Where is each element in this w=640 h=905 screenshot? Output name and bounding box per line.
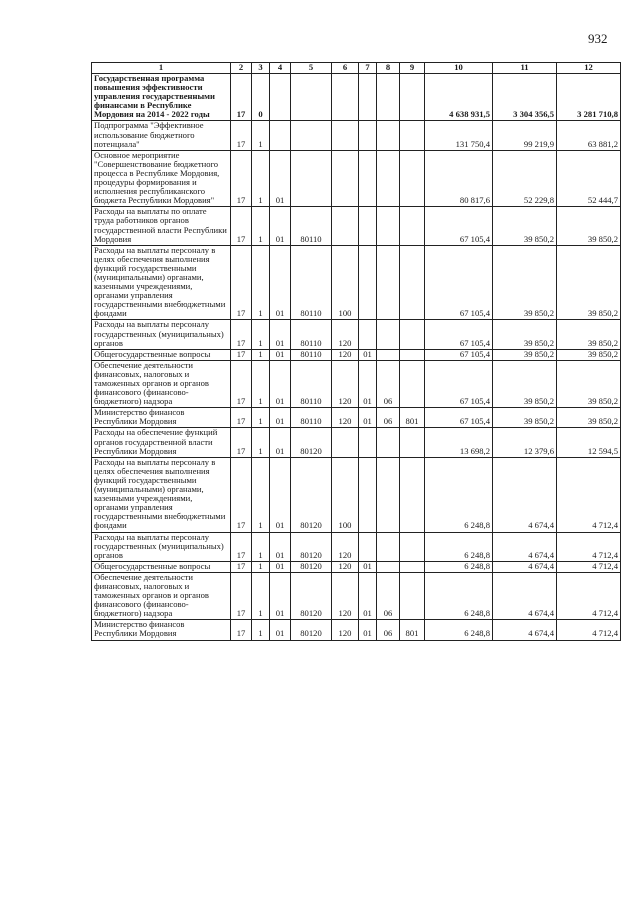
amount-col-10: 6 248,8 [425,620,493,640]
row-name: Министерство финансов Республики Мордовия [92,408,231,428]
amount-col-11: 39 850,2 [493,245,557,320]
code-activity: 01 [270,561,291,572]
code-department: 801 [400,620,425,640]
code-expense-type: 120 [332,360,359,407]
code-subsection [377,320,400,349]
code-subsection [377,532,400,561]
column-header: 6 [332,63,359,74]
row-name: Расходы на выплаты персоналу в целях обеспечения выполнения функций государственными (муниципальными) органами, казенными учреждениями, органами управления государственными внебюджетными фондами [92,457,231,532]
code-activity: 01 [270,532,291,561]
code-section [359,207,377,245]
code-direction [291,74,332,121]
code-ministry: 17 [231,408,252,428]
amount-col-12: 39 850,2 [557,360,621,407]
column-header: 9 [400,63,425,74]
amount-col-12: 52 444,7 [557,150,621,207]
code-subsection [377,74,400,121]
table-body [92,74,621,641]
code-activity: 01 [270,320,291,349]
amount-col-12: 12 594,5 [557,428,621,457]
code-direction: 80120 [291,532,332,561]
row-name: Подпрограмма "Эффективное использование бюджетного потенциала" [92,121,231,150]
amount-col-11: 99 219,9 [493,121,557,150]
table-row [92,572,621,619]
code-department [400,360,425,407]
amount-col-12: 63 881,2 [557,121,621,150]
table-row [92,349,621,360]
column-header: 4 [270,63,291,74]
amount-col-12: 4 712,4 [557,572,621,619]
column-header: 11 [493,63,557,74]
amount-col-10: 131 750,4 [425,121,493,150]
code-program: 1 [252,457,270,532]
code-department [400,74,425,121]
row-name: Обеспечение деятельности финансовых, налоговых и таможенных органов и органов финансового (финансово-бюджетного) надзора [92,572,231,619]
code-program: 1 [252,428,270,457]
code-section [359,457,377,532]
amount-col-11: 39 850,2 [493,349,557,360]
code-activity: 01 [270,349,291,360]
amount-col-12: 39 850,2 [557,320,621,349]
code-section: 01 [359,561,377,572]
row-name: Общегосударственные вопросы [92,349,231,360]
code-expense-type: 120 [332,561,359,572]
amount-col-11: 39 850,2 [493,360,557,407]
code-ministry: 17 [231,428,252,457]
code-direction [291,150,332,207]
code-expense-type: 120 [332,408,359,428]
code-program: 1 [252,572,270,619]
code-program: 1 [252,320,270,349]
amount-col-10: 6 248,8 [425,572,493,619]
code-section: 01 [359,572,377,619]
amount-col-12: 4 712,4 [557,620,621,640]
code-ministry: 17 [231,121,252,150]
amount-col-10: 67 105,4 [425,207,493,245]
code-subsection [377,207,400,245]
code-ministry: 17 [231,74,252,121]
code-section: 01 [359,620,377,640]
code-subsection [377,150,400,207]
amount-col-11: 39 850,2 [493,408,557,428]
code-ministry: 17 [231,360,252,407]
code-program: 1 [252,150,270,207]
table-header-row [92,63,621,74]
code-subsection: 06 [377,360,400,407]
code-direction [291,121,332,150]
column-header: 8 [377,63,400,74]
amount-col-11: 3 304 356,5 [493,74,557,121]
code-department [400,150,425,207]
code-subsection [377,245,400,320]
code-direction: 80110 [291,349,332,360]
code-expense-type: 100 [332,245,359,320]
amount-col-11: 4 674,4 [493,572,557,619]
code-expense-type: 100 [332,457,359,532]
code-expense-type [332,207,359,245]
code-ministry: 17 [231,349,252,360]
code-activity: 01 [270,620,291,640]
code-department: 801 [400,408,425,428]
amount-col-10: 67 105,4 [425,245,493,320]
code-section [359,245,377,320]
amount-col-12: 39 850,2 [557,245,621,320]
column-header: 10 [425,63,493,74]
amount-col-10: 4 638 931,5 [425,74,493,121]
code-ministry: 17 [231,532,252,561]
code-activity [270,74,291,121]
row-name: Основное мероприятие "Совершенствование бюджетного процесса в Республике Мордовия, процедуры формирования и исполнения республиканского бюджета Республики Мордовия" [92,150,231,207]
code-section: 01 [359,360,377,407]
amount-col-11: 4 674,4 [493,561,557,572]
code-program: 1 [252,561,270,572]
code-section [359,320,377,349]
amount-col-10: 67 105,4 [425,360,493,407]
code-direction: 80120 [291,620,332,640]
table-row [92,150,621,207]
code-department [400,428,425,457]
amount-col-12: 39 850,2 [557,408,621,428]
code-expense-type: 120 [332,320,359,349]
code-subsection [377,349,400,360]
column-header: 7 [359,63,377,74]
code-department [400,207,425,245]
code-direction: 80120 [291,457,332,532]
code-department [400,121,425,150]
code-activity: 01 [270,360,291,407]
amount-col-10: 13 698,2 [425,428,493,457]
code-section [359,428,377,457]
code-ministry: 17 [231,561,252,572]
code-department [400,349,425,360]
code-department [400,561,425,572]
code-subsection: 06 [377,572,400,619]
code-subsection [377,428,400,457]
code-section [359,74,377,121]
amount-col-11: 52 229,8 [493,150,557,207]
code-direction: 80110 [291,360,332,407]
budget-table [91,62,621,641]
code-ministry: 17 [231,620,252,640]
table-row [92,457,621,532]
code-program: 1 [252,121,270,150]
page-number: 932 [588,31,608,46]
amount-col-10: 80 817,6 [425,150,493,207]
amount-col-12: 4 712,4 [557,561,621,572]
column-header: 12 [557,63,621,74]
amount-col-11: 4 674,4 [493,532,557,561]
table-row [92,121,621,150]
code-expense-type: 120 [332,349,359,360]
code-section [359,150,377,207]
code-direction: 80120 [291,561,332,572]
amount-col-10: 6 248,8 [425,532,493,561]
amount-col-10: 6 248,8 [425,457,493,532]
amount-col-11: 4 674,4 [493,457,557,532]
code-expense-type: 120 [332,532,359,561]
code-direction: 80110 [291,408,332,428]
code-program: 1 [252,532,270,561]
amount-col-12: 3 281 710,8 [557,74,621,121]
table-row [92,74,621,121]
table-row [92,320,621,349]
code-department [400,457,425,532]
code-department [400,245,425,320]
table-row [92,561,621,572]
row-name: Государственная программа повышения эффективности управления государственными финансами в Республике Мордовия на 2014 - 2022 годы [92,74,231,121]
amount-col-12: 39 850,2 [557,349,621,360]
code-activity [270,121,291,150]
code-section: 01 [359,408,377,428]
code-program: 1 [252,408,270,428]
code-subsection: 06 [377,408,400,428]
code-department [400,532,425,561]
code-ministry: 17 [231,457,252,532]
code-expense-type: 120 [332,572,359,619]
table-row [92,360,621,407]
code-program: 1 [252,349,270,360]
row-name: Расходы на обеспечение функций органов государственной власти Республики Мордовия [92,428,231,457]
code-section [359,532,377,561]
code-subsection: 06 [377,620,400,640]
code-department [400,320,425,349]
code-expense-type [332,121,359,150]
amount-col-10: 67 105,4 [425,320,493,349]
row-name: Общегосударственные вопросы [92,561,231,572]
code-ministry: 17 [231,207,252,245]
code-subsection [377,457,400,532]
table-row [92,532,621,561]
amount-col-10: 67 105,4 [425,349,493,360]
code-activity: 01 [270,572,291,619]
code-direction: 80120 [291,572,332,619]
table-row [92,207,621,245]
code-department [400,572,425,619]
table-row [92,620,621,640]
code-program: 1 [252,207,270,245]
code-program: 1 [252,245,270,320]
code-program: 1 [252,620,270,640]
row-name: Расходы на выплаты персоналу государственных (муниципальных) органов [92,320,231,349]
row-name: Расходы на выплаты по оплате труда работников органов государственной власти Республики Мордовия [92,207,231,245]
code-ministry: 17 [231,320,252,349]
code-expense-type [332,428,359,457]
amount-col-10: 67 105,4 [425,408,493,428]
code-program: 1 [252,360,270,407]
code-activity: 01 [270,408,291,428]
code-direction: 80120 [291,428,332,457]
code-subsection [377,561,400,572]
amount-col-12: 4 712,4 [557,457,621,532]
code-expense-type [332,150,359,207]
amount-col-11: 12 379,6 [493,428,557,457]
code-expense-type [332,74,359,121]
column-header: 3 [252,63,270,74]
code-section: 01 [359,349,377,360]
row-name: Расходы на выплаты персоналу в целях обеспечения выполнения функций государственными (муниципальными) органами, казенными учреждениями, органами управления государственными внебюджетными фондами [92,245,231,320]
code-direction: 80110 [291,245,332,320]
code-activity: 01 [270,207,291,245]
table-row [92,245,621,320]
row-name: Расходы на выплаты персоналу государственных (муниципальных) органов [92,532,231,561]
table-row [92,408,621,428]
amount-col-11: 39 850,2 [493,207,557,245]
code-ministry: 17 [231,150,252,207]
amount-col-12: 4 712,4 [557,532,621,561]
code-subsection [377,121,400,150]
row-name: Обеспечение деятельности финансовых, налоговых и таможенных органов и органов финансового (финансово-бюджетного) надзора [92,360,231,407]
code-direction: 80110 [291,207,332,245]
amount-col-10: 6 248,8 [425,561,493,572]
row-name: Министерство финансов Республики Мордовия [92,620,231,640]
amount-col-11: 39 850,2 [493,320,557,349]
column-header: 1 [92,63,231,74]
amount-col-12: 39 850,2 [557,207,621,245]
code-ministry: 17 [231,572,252,619]
code-ministry: 17 [231,245,252,320]
code-expense-type: 120 [332,620,359,640]
table-row [92,428,621,457]
column-header: 2 [231,63,252,74]
code-activity: 01 [270,428,291,457]
code-activity: 01 [270,245,291,320]
column-header: 5 [291,63,332,74]
code-direction: 80110 [291,320,332,349]
code-activity: 01 [270,457,291,532]
code-activity: 01 [270,150,291,207]
code-section [359,121,377,150]
amount-col-11: 4 674,4 [493,620,557,640]
code-program: 0 [252,74,270,121]
